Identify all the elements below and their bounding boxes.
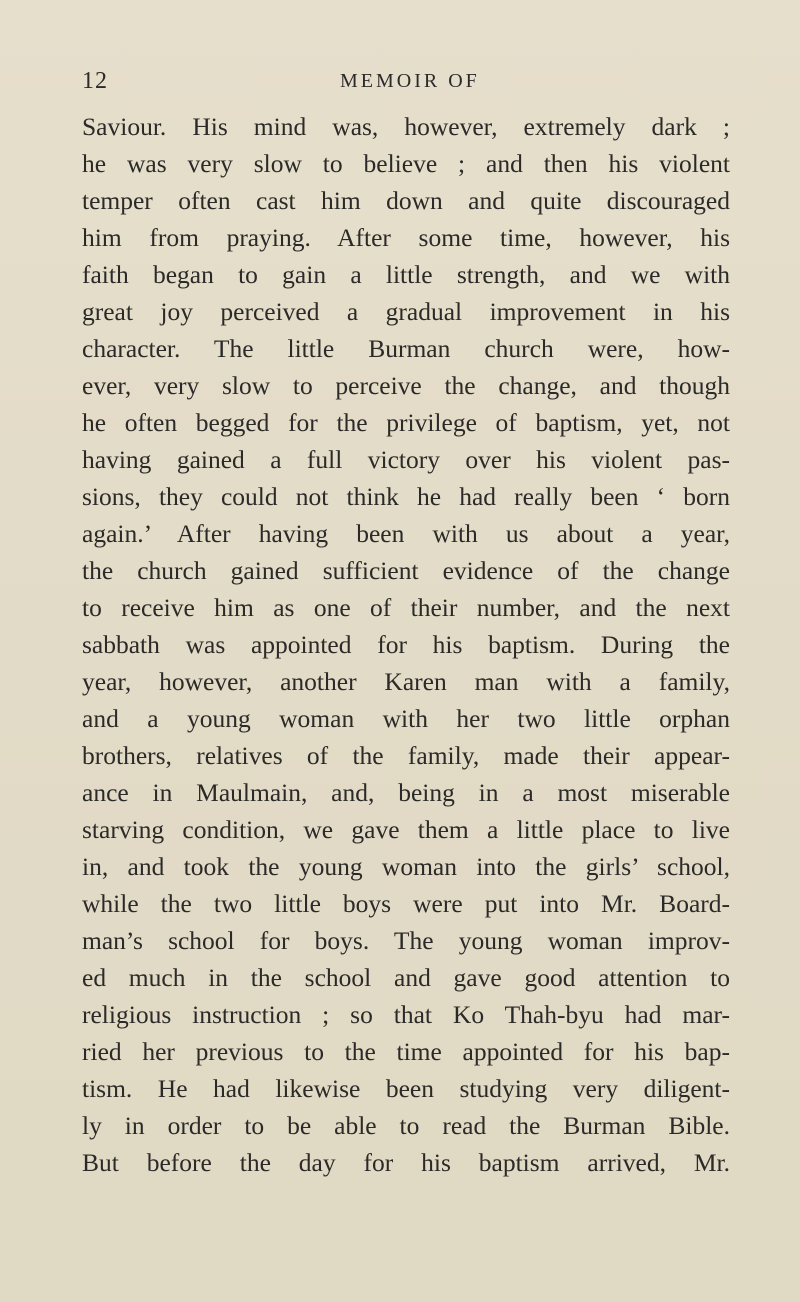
text-line: while the two little boys were put into Mr. Board- <box>82 889 730 918</box>
text-line: ance in Maulmain, and, being in a most miserable <box>82 778 730 807</box>
text-line: character. The little Burman church were, how- <box>82 334 730 363</box>
body-text <box>82 108 730 1181</box>
text-line: tism. He had likewise been studying very diligent- <box>82 1074 730 1103</box>
text-line: the church gained sufficient evidence of the change <box>82 556 730 585</box>
running-head <box>82 68 732 100</box>
text-line: starving condition, we gave them a little place to live <box>82 815 730 844</box>
text-line: having gained a full victory over his violent pas- <box>82 445 730 474</box>
text-line: religious instruction ; so that Ko Thah-byu had mar- <box>82 1000 730 1029</box>
running-head-title: MEMOIR OF <box>340 70 480 92</box>
text-line: faith began to gain a little strength, and we with <box>82 260 730 289</box>
text-line: Saviour. His mind was, however, extremely dark ; <box>82 112 730 141</box>
text-line: ried her previous to the time appointed for his bap- <box>82 1037 730 1066</box>
text-line: in, and took the young woman into the girls’ school, <box>82 852 730 881</box>
page-number: 12 <box>82 68 108 94</box>
text-line: ever, very slow to perceive the change, and though <box>82 371 730 400</box>
text-line: sabbath was appointed for his baptism. During the <box>82 630 730 659</box>
text-line: brothers, relatives of the family, made their appear- <box>82 741 730 770</box>
text-line: man’s school for boys. The young woman improv- <box>82 926 730 955</box>
text-line: him from praying. After some time, however, his <box>82 223 730 252</box>
text-line: again.’ After having been with us about a year, <box>82 519 730 548</box>
text-line: temper often cast him down and quite discouraged <box>82 186 730 215</box>
text-line: he often begged for the privilege of baptism, yet, not <box>82 408 730 437</box>
text-line: sions, they could not think he had really been ‘ born <box>82 482 730 511</box>
text-line: and a young woman with her two little orphan <box>82 704 730 733</box>
text-line: great joy perceived a gradual improvement in his <box>82 297 730 326</box>
text-line: to receive him as one of their number, and the next <box>82 593 730 622</box>
text-line: ed much in the school and gave good attention to <box>82 963 730 992</box>
text-line: year, however, another Karen man with a family, <box>82 667 730 696</box>
text-line: But before the day for his baptism arrived, Mr. <box>82 1148 730 1177</box>
text-line: he was very slow to believe ; and then his violent <box>82 149 730 178</box>
text-line: ly in order to be able to read the Burman Bible. <box>82 1111 730 1140</box>
